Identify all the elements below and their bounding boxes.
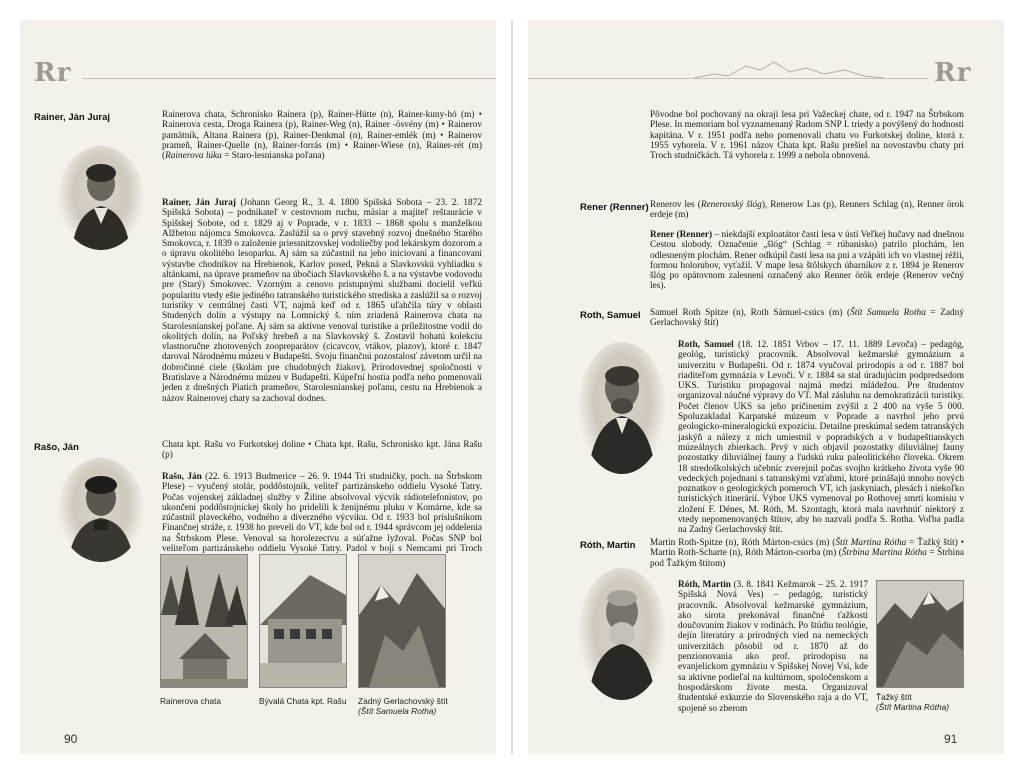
portrait-martin-roth: [578, 568, 666, 700]
photo-rainerova-chata: [160, 554, 248, 688]
mountain-silhouette: [694, 60, 884, 82]
gutter: [511, 20, 513, 754]
headword: Rainer, Ján Juraj: [34, 112, 111, 123]
photo-tazky-stit: [876, 580, 964, 688]
right-page: [528, 20, 1004, 754]
caption: Zadný Gerlachovský štít (Štít Samuela Rotha): [358, 696, 448, 716]
headword: Roth, Samuel: [580, 310, 641, 321]
left-page: [20, 20, 496, 754]
photo-zadny-gerlachovsky: [358, 554, 446, 688]
caption: Rainerova chata: [160, 696, 221, 706]
names-tail: = Staro-lesnianska poľana): [221, 151, 325, 162]
entry-bio: [162, 472, 482, 565]
entry-names: Chata kpt. Rašu vo Furkotskej doline • Chata kpt. Rašu, Schronisko kpt. Jána Rašu (p): [162, 440, 482, 461]
bio-name: Rašo, Ján: [162, 472, 202, 482]
bio-text: (22. 6. 1913 Budmerice – 26. 9. 1944 Tri studničky, poch. na Štrbskom Plese) – vyučený stolár, poddôstojník, veliteľ partizánskeho oddielu Vysoké Tatry. Počas vojenskej základnej služby v Žiline absolvoval výcvik rádiotelefonistov, po ukončení poddôstojníckej školy ho pridelili k ženijnému pluku v Komárne, kde sa zúčastnil plaveckého, vodného a diverzného výcviku. Od r. 1933 bol príslušníkom Finančnej stráže, r. 1938 ho preveli do VT, kde bol od r. 1944 správcom jej oddelenia na Štrbskom Plese. Venoval sa horolezectvu a súťažne lyžoval. Počas SNP bol veliteľom partizánskeho oddielu Vysoké Tatry. Padol v boji s Nemcami pri Troch: [162, 472, 482, 555]
bio-name: Rainer, Ján Juraj: [162, 198, 236, 208]
portrait-samuel-roth: [578, 342, 666, 474]
caption: Ťažký štít (Štít Martina Rótha): [876, 692, 950, 712]
running-head: Rr: [934, 58, 972, 88]
header-rule: [82, 78, 496, 79]
photo-byvala-chata: [259, 554, 347, 688]
page-number: 90: [64, 732, 78, 746]
page-number: 91: [944, 732, 958, 746]
running-head: Rr: [34, 58, 72, 88]
entry-names: Renerov les (Renerovský šlóg), Renerow Las (p), Renners Schlag (n), Renner örok erdeje (m): [650, 200, 964, 221]
entry-names: Samuel Roth Spitze (n), Roth Sámuel-csúcs (m) (Štít Samuela Rotha = Zadný Gerlachovský štít): [650, 308, 964, 329]
headword: Róth, Martin: [580, 540, 636, 551]
entry-bio: Róth, Martin (3. 8. 1841 Kežmarok – 25. 2. 1917 Spišská Nová Ves) – pedagóg, turistický pracovník. Absolvoval kežmarské gymnázium, ako sirota prekonával finančné ťažkosti doučovaním žiakov v rodinách. Po štúdiu teológie, dejín literatúry a prírodných vied na nemeckých univerzitách pôsobil od r. 1870 až do penzionovania ako prof. prírodopisu na evanjelickom gymnáziu v Spišskej Novej Vsi, kde sa aktívne podieľal na kultúrnom, spoločenskom a hospodárskom živote mesta. Organizoval študentské exkurzie do Slovenského raja a do VT, spojené so zberom: [678, 580, 868, 714]
entry-names: Rainerova chata, Schronisko Rainera (p), Rainer-Hütte (n), Rainer-kuny-hó (m) • Rainerova cesta, Droga Rainera (p), Rainer-Weg (n), Rainer -ösvény (m) • Rainerov pamätník, Altana Rainera (p), Rainer-Denkmal (n), Rainer-emlék (m) • Rainerov prameň, Rainer-Quelle (n), Rainer-forrás (m) • Rainer-Wiese (n), Rainer-rét (m) (Rainerova lúka = Staro-lesnianska poľana): [162, 110, 482, 162]
portrait-rainer: [58, 146, 144, 250]
entry-bio: Rener (Renner) – niekdajší exploatátor časti lesa v ústí Veľkej hučavy nad dnešnou Cestou slobody. Označenie „šlóg“ (Schlag = rúbanisko) patrilo plochám, len odlesneným plochám. Rener odkúpil časti lesa na pni a vzápätí ich vo vlastnej réžii, formou holorubov, vyťažil. V mape lesa štôlskych úbarníkov z r. 1894 je Renerov šlóg po opätovnom zalesnení označený ako Renner örök erdeje (Renerov večný les).: [650, 230, 964, 292]
continuation-text: Pôvodne bol pochovaný na okraji lesa pri Važeckej chate, od r. 1947 na Štrbskom Plese. In memoriam bol vyznamenaný Radom SNP I. triedy a povýšený do hodnosti kapitána. V r. 1951 podľa neho pomenovali chatu vo Furkotskej doline, ktorá r. 1955 vyhorela. V r. 1961 názov Chata kpt. Rašu prešiel na novostavbu chaty pri Troch studničkách. Tá vyhorela r. 1999 a nebola obnovená.: [650, 110, 964, 162]
portrait-raso: [58, 458, 144, 562]
entry-bio: [162, 198, 482, 404]
headword: Rašo, Ján: [34, 442, 79, 453]
caption: Bývalá Chata kpt. Rašu: [259, 696, 347, 706]
headword: Rener (Renner): [580, 202, 649, 213]
names-text: Rainerova chata, Schronisko Rainera (p), Rainer-Hütte (n), Rainer-kuny-hó (m) • Rainerova cesta, Droga Rainera (p), Rainer-Weg (n), Rainer -ösvény (m) • Rainerov pamätník, Altana Rainera (p), Rainer-Denkmal (n), Rainer-emlék (m) • Rainerov prameň, Rainer-Quelle (n), Rainer-forrás (m) • Rainer-Wiese (n), Rainer-rét (m): [162, 110, 482, 151]
bio-text: (Johann Georg R., 3. 4. 1800 Spišská Sobota – 23. 2. 1872 Spišská Sobota) – podnikateľ v cestovnom ruchu, mäsiar a majiteľ reštaurácie v Spišskej Sobote, od r. 1829 aj v Poprade, v r. 1833 – 1868 spolu s manželkou Alžbetou nájomca Smokovca. Zaslúžil sa o prvý stavebný rozvoj dnešného Starého Smokovca, r. 1839 o založenie priessnitzovskej vodoliečby pod lekárskym dozorom a o úpravu okolitého lesoparku. Aj sám sa zúčastnil na jeho iniciovaní a financovaní výstavbe chodníkov na Hrebienok, Karlov posed, Pekná a Slavkovskú vyhliadku s altánkami, na úprave prameňov na úbočiach Slavkovského š. a na výstavbe vodovodu pre (Starý) Smokovec. Vzorným a cenovo prístupnými službami docielil veľkú popularitu vtedy ešte jediného tatranského turistického strediska a zaslúžil sa o rozvoj turistiky v centrálnej časti VT, najmä keď od r. 1865 uľahčila túry v oblasti Studených dolín a výstupy na Lomnický š. ním zriadená Rainerova chata na Starolesnianskej poľane. Aj sám sa aktívne venoval turistike a príležitostne vodil do okolitých dolín, na Poľský hrebeň a na Slavkovský š. Zostavil bohatú kolekciu vlastnoručne zhotovených zoopreparátov (cicavcov, vtákov, plazov), ktoré r. 1847 daroval Národnému múzeu v Budapešti. Svoju finančnú pozostalosť závetom určil na dobročinné ciele (školám pre chudobných žiakov), Prírodovednej spoločnosti v Bratislave a Národnému múzeu v Budapešti. Kúpeľní hostia podľa neho pomenovali jeden z dnešných Piatich prameňov, Starolesnianskej poľanu, cestu na Hrebienok a názov Rainerovej chaty sa zachoval dodnes.: [162, 198, 482, 404]
entry-bio: Roth, Samuel (18. 12. 1851 Vrbov – 17. 11. 1889 Levoča) – pedagóg, geológ, turistický pracovník. Absolvoval kežmarské gymnázium a univerzitu v Budapešti. Od r. 1874 vyučoval prírodopis a od r. 1887 bol riaditeľom gymnázia v Levoči. V r. 1884 sa stal úradujúcim podpredsedom UKS. Turistiku propagoval najmä medzi mládežou. Pre študentov organizoval náučné výpravy do VT. Mal zásluhu na demokratizácii turistiky. Počet členov UKS sa jeho pričinením zvýšil z 2 400 na vyše 5 000. Spoluzakladal Karpatské múzeum v Poprade a navrhol jeho prvú geologicko-mineralogickú expozíciu. Detailne preskúmal sedem tatranských jaskýň a nálezy z nich umiestnil v popradských a v budapeštianskych múzeálnych zbierkach. Prvý v nich objavil pozostatky diluviálnej fauny pozostatky diluviálnej fauny a ľudskú ruku paleolitického človeka. Okrem 18 stredoškolských učebníc zverejnil počas svojho krátkeho života vyše 90 vedeckých pojednaní s tatranskými vzťahmi, ktoré prinášajú mnoho nových poznatkov o geologických pomeroch VT, ich jaskyniach, plesách i niekoľko turistických itinerárií. Výbor UKS vymenoval po Rothovej smrti komisiu v zložení F. Dénes, M. Róth, M. Szontagh, ktorá mala navrhnúť niektorý z vtedy nepomenovaných štítov, aby ho nazvali podľa S. Rotha. Voľba padla na Zadný Gerlachovský štít.: [678, 340, 964, 536]
names-italic: Rainerova lúka: [165, 151, 222, 162]
entry-names: Martin Roth-Spitze (n), Róth Márton-csúcs (m) (Štít Martina Rótha = Ťažký štít) • Martin Roth-Scharte (n), Róth Márton-csorba (m) (Štrbina Martina Rótha = Štrbina pod Ťažkým štítom): [650, 538, 965, 569]
